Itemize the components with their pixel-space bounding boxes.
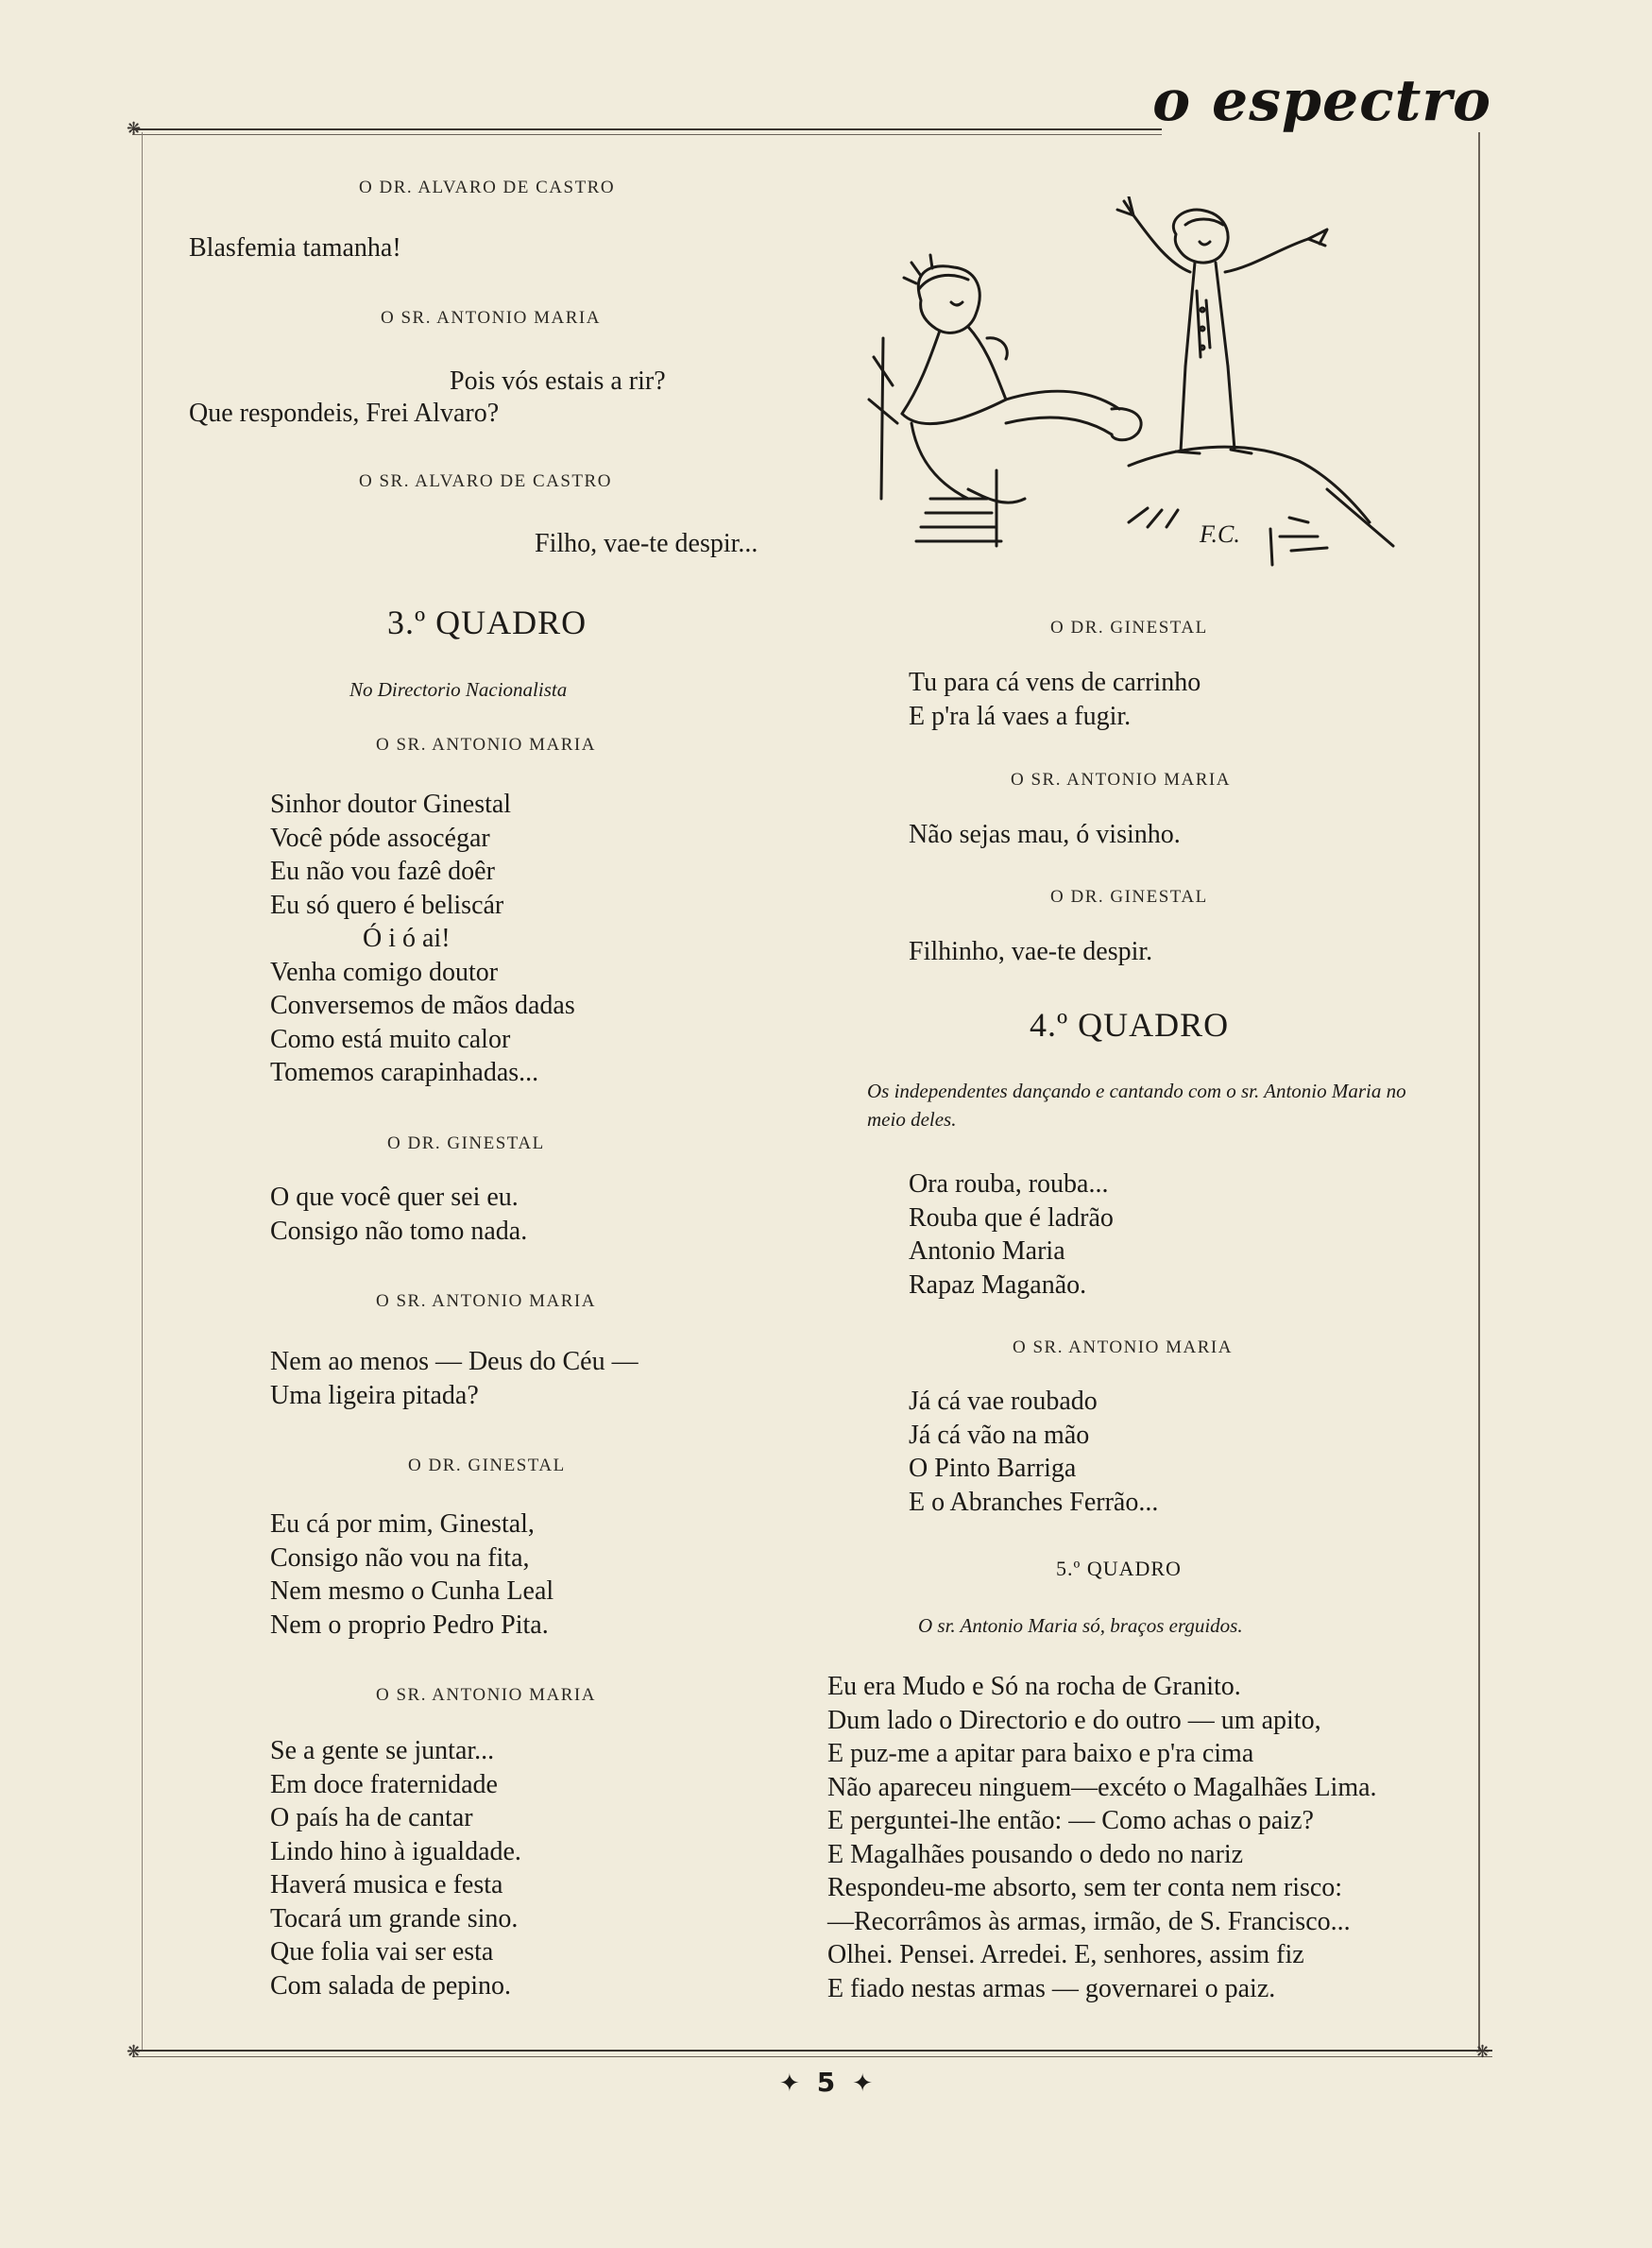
verse-block [827, 1670, 1377, 2005]
verse-block [909, 666, 1201, 733]
verse-line: O que você quer sei eu. [270, 1183, 519, 1212]
verse-line: E p'ra lá vaes a fugir. [909, 701, 1132, 731]
verse-line: O país ha de cantar [270, 1803, 473, 1832]
corner-ornament-icon: ❋ [1475, 2042, 1490, 2061]
verse-line: Venha comigo doutor [270, 957, 499, 987]
verse-line: E o Abranches Ferrão... [909, 1487, 1159, 1517]
illustration-signature: F.C. [1200, 520, 1240, 548]
rock-hill [1129, 447, 1393, 565]
speaker-label: O SR. ANTONIO MARIA [1013, 1337, 1233, 1357]
verse-line: —Recorrâmos às armas, irmão, de S. Francisco... [827, 1906, 1351, 1936]
verse-line: Conversemos de mãos dadas [270, 991, 575, 1020]
verse-block [270, 1181, 527, 1248]
speaker-label: O SR. ANTONIO MARIA [1011, 770, 1231, 790]
speaker-label: O DR. GINESTAL [1050, 887, 1208, 907]
frame-right-line [1478, 132, 1480, 2050]
page-number [0, 2067, 1652, 2098]
verse-block [270, 1345, 639, 1412]
stage-direction: No Directorio Nacionalista [349, 678, 568, 701]
verse-line: Antonio Maria [909, 1236, 1065, 1266]
speaker-label: O SR. ANTONIO MARIA [376, 1685, 596, 1705]
verse-line: E puz-me a apitar para baixo e p'ra cima [827, 1739, 1254, 1768]
quadro-heading: 4.º QUADRO [1030, 1006, 1230, 1044]
verse-line: Já cá vão na mão [909, 1420, 1090, 1450]
seated-figure [869, 255, 1141, 546]
verse-line: Tomemos carapinhadas... [270, 1058, 539, 1087]
stage-direction-text: Os independentes dançando e cantando com o sr. Antonio Maria no meio deles. [867, 1080, 1406, 1131]
corner-ornament-icon: ❋ [127, 2042, 142, 2061]
top-rule [132, 128, 1162, 130]
verse-line: Nem ao menos — Deus do Céu — [270, 1347, 639, 1376]
page-number-value: 5 [816, 2067, 836, 2098]
bottom-rule [132, 2050, 1492, 2052]
verse-line: Ora rouba, rouba... [909, 1169, 1109, 1199]
verse-line: Que folia vai ser esta [270, 1937, 494, 1967]
dialogue-line: Filhinho, vae-te despir. [909, 937, 1153, 966]
diamond-ornament-icon: ✦ [852, 2069, 874, 2098]
verse-line: Eu cá por mim, Ginestal, [270, 1509, 535, 1539]
verse-line: Ó i ó ai! [363, 924, 451, 953]
verse-line: Já cá vae roubado [909, 1387, 1098, 1416]
dialogue-line: Pois vós estais a rir? [450, 366, 666, 396]
verse-line: E Magalhães pousando o dedo no nariz [827, 1839, 1244, 1869]
verse-line: Como está muito calor [270, 1024, 511, 1054]
dialogue-line: Que respondeis, Frei Alvaro? [189, 399, 500, 428]
verse-line: Você póde assocégar [270, 823, 490, 853]
verse-line: Tu para cá vens de carrinho [909, 668, 1201, 697]
cartoon-illustration [864, 196, 1403, 584]
corner-ornament-icon: ❋ [127, 119, 142, 138]
verse-line: Respondeu-me absorto, sem ter conta nem risco: [827, 1873, 1343, 1902]
top-rule-thin [132, 134, 1162, 135]
verse-block [270, 1507, 554, 1642]
speaker-label: O DR. GINESTAL [408, 1456, 566, 1475]
quadro-heading: 3.º QUADRO [387, 604, 588, 641]
speaker-label: O SR. ANTONIO MARIA [376, 735, 596, 755]
verse-line: Consigo não vou na fita, [270, 1542, 530, 1573]
verse-line: Consigo não tomo nada. [270, 1216, 528, 1246]
dialogue-line: Filho, vae-te despir... [535, 529, 758, 558]
diamond-ornament-icon: ✦ [778, 2069, 800, 2098]
verse-line: Em doce fraternidade [270, 1769, 498, 1799]
verse-block [270, 1734, 521, 2002]
verse-block [909, 1167, 1114, 1302]
verse-line: Lindo hino à igualdade. [270, 1836, 521, 1866]
verse-line: Eu era Mudo e Só na rocha de Granito. [827, 1672, 1241, 1701]
speaker-label: O SR. ALVARO DE CASTRO [359, 471, 612, 491]
verse-block [270, 788, 575, 1090]
verse-line: Nem mesmo o Cunha Leal [270, 1576, 554, 1606]
speaker-label: O SR. ANTONIO MARIA [381, 308, 601, 328]
speaker-label: O DR. GINESTAL [387, 1133, 545, 1153]
quadro-heading: 5.º QUADRO [1056, 1557, 1182, 1580]
verse-line: E fiado nestas armas — governarei o paiz. [827, 1973, 1276, 2003]
verse-line: Olhei. Pensei. Arredei. E, senhores, assim fiz [827, 1940, 1304, 1969]
frame-left-line [142, 132, 143, 2050]
verse-line: Dum lado o Directorio e do outro — um apito, [827, 1705, 1321, 1735]
verse-line: Nem o proprio Pedro Pita. [270, 1609, 549, 1640]
stage-direction: O sr. Antonio Maria só, braços erguidos. [918, 1614, 1243, 1637]
verse-line: E perguntei-lhe então: — Como achas o paiz? [827, 1806, 1314, 1835]
verse-line: Rouba que é ladrão [909, 1202, 1114, 1233]
dialogue-line: Não sejas mau, ó visinho. [909, 820, 1181, 849]
verse-line: Eu só quero é beliscár [270, 890, 504, 920]
verse-line: Não apareceu ninguem—excéto o Magalhães Lima. [827, 1772, 1377, 1802]
verse-line: Sinhor doutor Ginestal [270, 790, 512, 819]
verse-line: Tocará um grande sino. [270, 1903, 519, 1933]
verse-line: Rapaz Maganão. [909, 1269, 1087, 1300]
stage-direction [867, 1077, 1434, 1133]
speaker-label: O DR. GINESTAL [1050, 618, 1208, 638]
standing-figure [1117, 196, 1327, 453]
verse-block [909, 1385, 1158, 1519]
bottom-rule-thin [132, 2056, 1492, 2057]
speaker-label: O SR. ANTONIO MARIA [376, 1291, 596, 1311]
verse-line: Eu não vou fazê doêr [270, 857, 495, 886]
masthead-logo: o espectro [1152, 68, 1491, 134]
verse-line: Se a gente se juntar... [270, 1736, 495, 1765]
dialogue-line: Blasfemia tamanha! [189, 233, 401, 263]
verse-line: O Pinto Barriga [909, 1454, 1077, 1483]
verse-line: Uma ligeira pitada? [270, 1380, 479, 1410]
verse-line: Com salada de pepino. [270, 1970, 512, 2001]
verse-line: Haverá musica e festa [270, 1870, 503, 1899]
speaker-label: O DR. ALVARO DE CASTRO [359, 178, 616, 197]
